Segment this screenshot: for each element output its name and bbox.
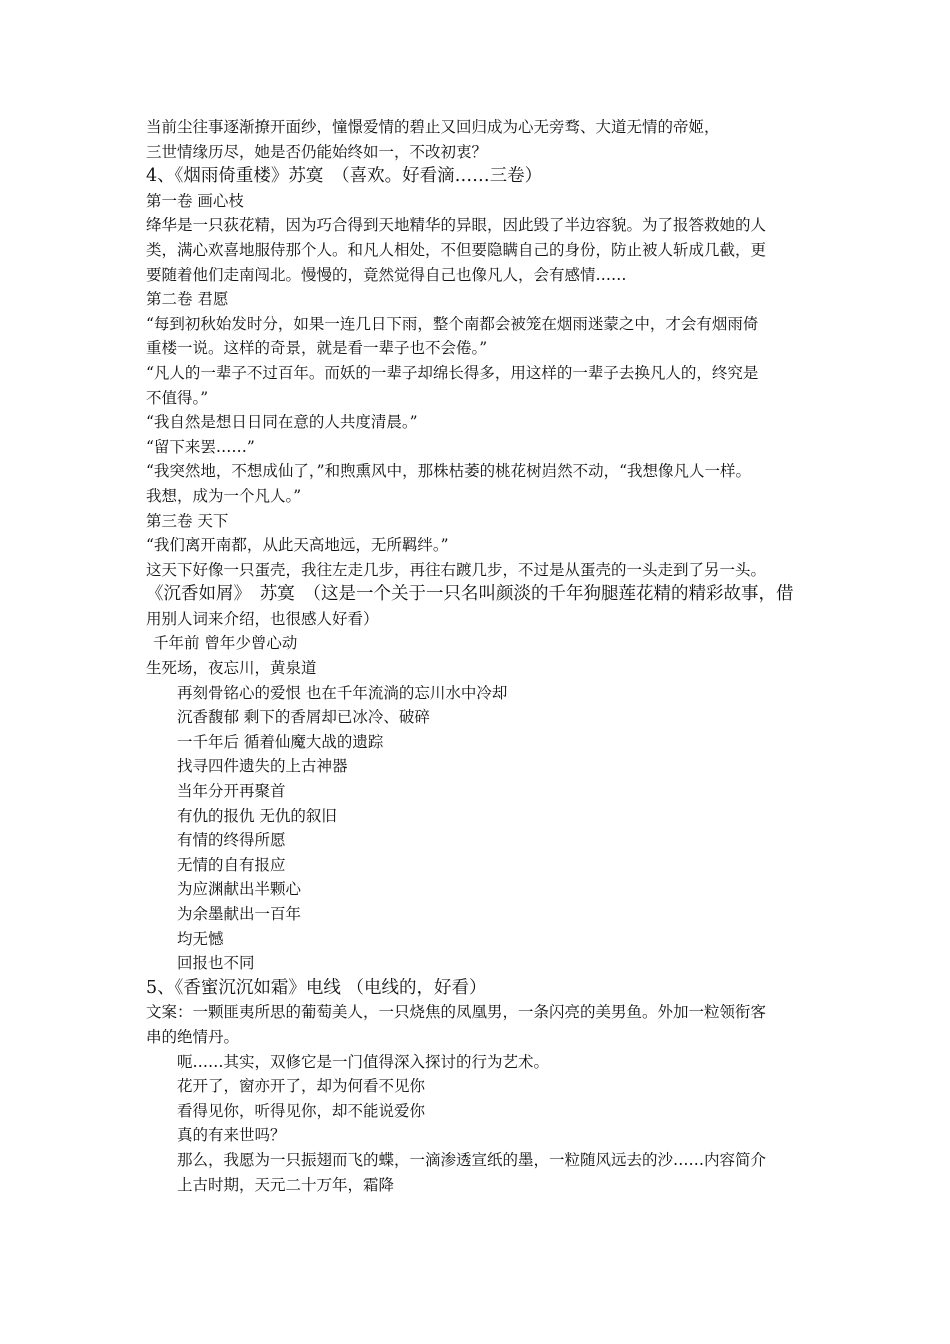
text-line: 上古时期，天元二十万年，霜降 bbox=[177, 1175, 395, 1194]
text-line: 三世情缘历尽，她是否仍能始终如一，不改初衷？ bbox=[146, 142, 488, 161]
text-line: 类，满心欢喜地服侍那个人。和凡人相处，不但要隐瞒自己的身份，防止被人斩成几截，更 bbox=[146, 240, 767, 259]
poem-line: 当年分开再聚首 bbox=[177, 782, 286, 801]
text-line: 那么，我愿为一只振翅而飞的蝶，一滴渗透宣纸的墨，一粒随风远去的沙……内容简介 bbox=[177, 1150, 767, 1169]
text-line: 不值得。” bbox=[146, 388, 209, 407]
poem-line: 均无憾 bbox=[177, 929, 224, 948]
poem-line: 找寻四件遗失的上古神器 bbox=[177, 757, 348, 776]
poem-line: 再刻骨铭心的爱恨 也在千年流淌的忘川水中冷却 bbox=[177, 683, 508, 702]
text-line: 串的绝情丹。 bbox=[146, 1027, 240, 1046]
poem-line: 一千年后 循着仙魔大战的遗踪 bbox=[177, 732, 384, 751]
poem-line: 为余墨献出一百年 bbox=[177, 905, 302, 923]
section-heading: 5、《香蜜沉沉如霜》电线 （电线的，好看） bbox=[146, 977, 487, 998]
text-line: “我突然地，不想成仙了，”和煦熏风中，那株枯萎的桃花树岿然不动，“我想像凡人一样。 bbox=[146, 462, 752, 481]
text-line: “每到初秋始发时分，如果一连几日下雨，整个南都会被笼在烟雨迷蒙之中，才会有烟雨倚 bbox=[146, 314, 759, 333]
poem-line: 无情的自有报应 bbox=[177, 855, 286, 874]
poem-line: 回报也不同 bbox=[177, 954, 255, 973]
text-line: 看得见你，听得见你，却不能说爱你 bbox=[177, 1101, 426, 1120]
volume-heading: 第二卷 君愿 bbox=[146, 290, 229, 309]
text-line: 真的有来世吗？ bbox=[177, 1126, 286, 1145]
text-line: 生死场，夜忘川，黄泉道 bbox=[146, 659, 317, 678]
text-line: 绛华是一只荻花精，因为巧合得到天地精华的异眼，因此毁了半边容貌。为了报答救她的人 bbox=[146, 216, 767, 235]
text-line: 当前尘往事逐渐撩开面纱，憧憬爱情的碧止又回归成为心无旁骛、大道无情的帝姬， bbox=[146, 118, 720, 136]
volume-heading: 第三卷 天下 bbox=[146, 511, 229, 530]
volume-heading: 第一卷 画心枝 bbox=[146, 191, 244, 210]
text-line: “我们离开南都，从此天高地远，无所羁绊。” bbox=[146, 536, 449, 555]
text-line: 文案：一颗匪夷所思的葡萄美人，一只烧焦的凤凰男，一条闪亮的美男鱼。外加一粒领衔客 bbox=[146, 1003, 767, 1022]
text-line: 用别人词来介绍，也很感人好看） bbox=[146, 609, 379, 628]
document-page bbox=[146, 115, 814, 1197]
section-heading: 4、《烟雨倚重楼》苏寞 （喜欢。好看滴……三卷） bbox=[146, 166, 543, 187]
text-line: 花开了，窗亦开了，却为何看不见你 bbox=[177, 1077, 426, 1096]
section-heading: 《沉香如屑》 苏寞 （这是一个关于一只名叫颜淡的千年狗腿莲花精的精彩故事，借 bbox=[146, 584, 794, 605]
text-line: 这天下好像一只蛋壳，我往左走几步，再往右踱几步，不过是从蛋壳的一头走到了另一头。 bbox=[146, 560, 767, 579]
text-line: 千年前 曾年少曾心动 bbox=[153, 634, 298, 653]
text-line: 我想，成为一个凡人。” bbox=[146, 486, 302, 505]
text-line: 重楼一说。这样的奇景，就是看一辈子也不会倦。” bbox=[146, 339, 488, 358]
text-line: 要随着他们走南闯北。慢慢的，竟然觉得自己也像凡人，会有感情…… bbox=[146, 265, 627, 284]
poem-line: 为应渊献出半颗心 bbox=[177, 880, 302, 899]
text-line: “我自然是想日日同在意的人共度清晨。” bbox=[146, 413, 418, 432]
text-line: 呃……其实，双修它是一门值得深入探讨的行为艺术。 bbox=[177, 1052, 550, 1071]
text-line: “留下来罢……” bbox=[146, 437, 255, 456]
poem-line: 有情的终得所愿 bbox=[177, 831, 286, 850]
poem-line: 有仇的报仇 无仇的叙旧 bbox=[177, 806, 337, 825]
poem-line: 沉香馥郁 剩下的香屑却已冰冷、破碎 bbox=[177, 708, 430, 727]
text-line: “凡人的一辈子不过百年。而妖的一辈子却绵长得多，用这样的一辈子去换凡人的，终究是 bbox=[146, 363, 759, 382]
